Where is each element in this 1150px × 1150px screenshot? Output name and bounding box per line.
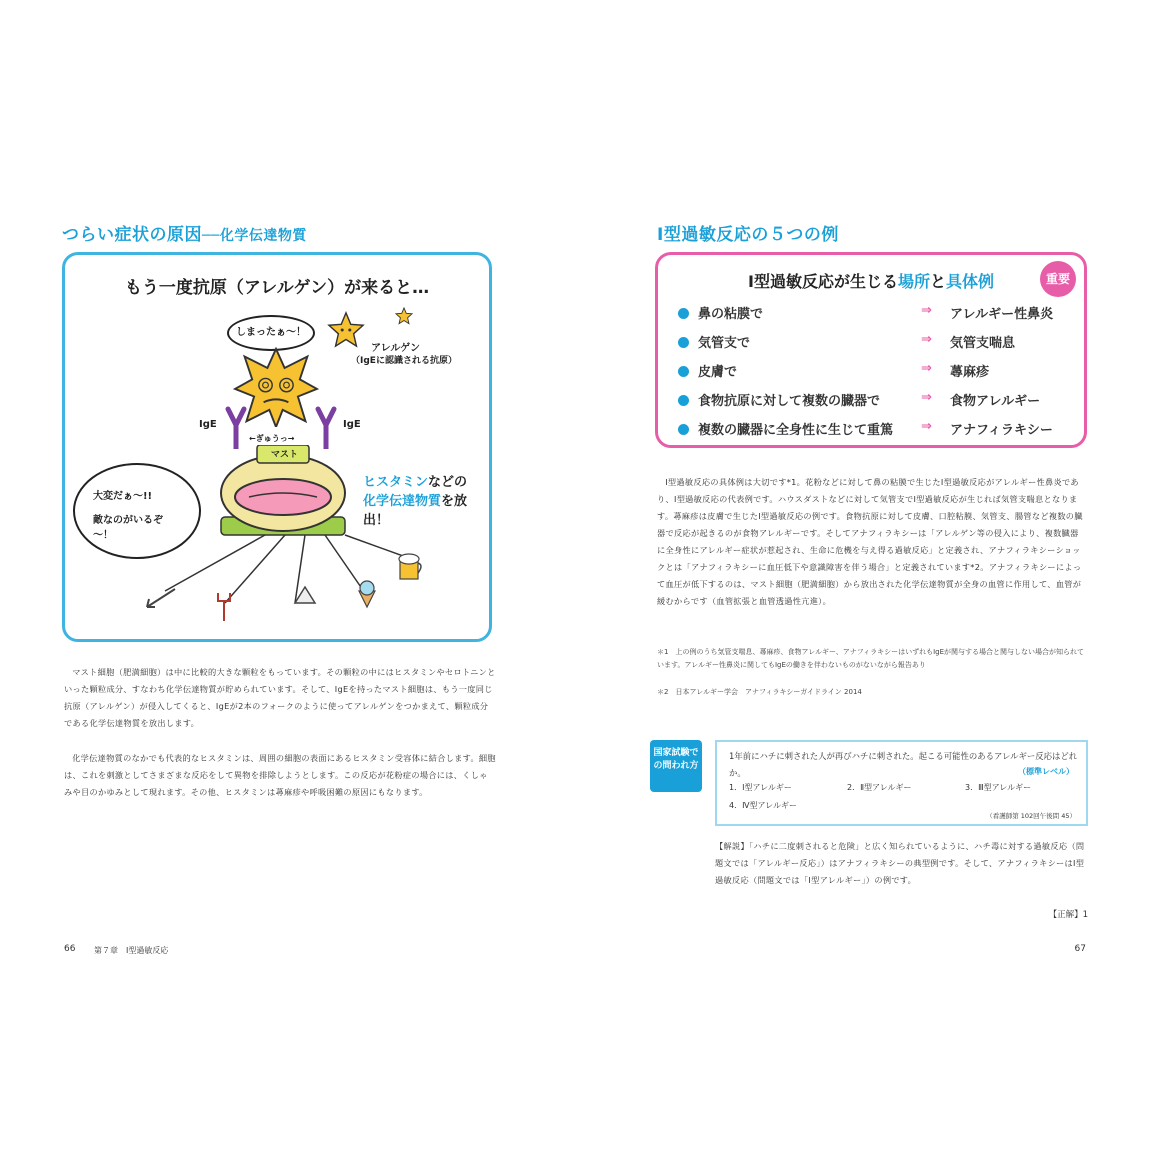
example-row (678, 332, 1078, 356)
mast-label: マスト (271, 450, 299, 460)
chapter-label: 第７章 Ⅰ型過敏反応 (94, 946, 169, 955)
left-body-paragraph-2: 化学伝達物質のなかでも代表的なヒスタミンは、周囲の細胞の表面にあるヒスタミン受容体に結合します。細胞は、これを刺激としてさまざまな反応をして異物を排除しようとします。この反応が花粉症の場合には、くしゃみや目のかゆみとして現れます。その他、ヒスタミンは蕁麻疹や呼吸困難の原因にもなります。 (64, 753, 496, 797)
bullet-dot-icon (678, 308, 689, 319)
left-section-title (62, 220, 307, 245)
squeeze-label: ←ぎゅうっ→ (249, 434, 295, 443)
footnote-2: ＊2 日本アレルギー学会 アナフィラキシーガイドライン 2014 (657, 688, 862, 696)
example-result: アレルギー性鼻炎 (950, 307, 1054, 322)
examples-heading (658, 269, 1084, 292)
example-row (678, 419, 1078, 443)
exam-option: 3．Ⅲ型アレルギー (965, 783, 1032, 792)
examples-box (655, 252, 1087, 448)
exam-level: （標準レベル） (1018, 767, 1074, 776)
exam-option: 1．Ⅰ型アレルギー (729, 783, 792, 792)
beer-item-icon (397, 551, 425, 581)
histamine-word: ヒスタミン (363, 475, 429, 490)
ige-left-label: IgE (199, 419, 217, 430)
example-row (678, 390, 1078, 414)
exam-badge: 国家試験での問われ方 (650, 740, 702, 792)
examples-heading-part-1: Ⅰ型過敏反応が生じる (747, 272, 898, 291)
bullet-dot-icon (678, 424, 689, 435)
ige-right-label: IgE (343, 419, 361, 430)
bullet-dot-icon (678, 395, 689, 406)
icecream-item-icon (355, 579, 379, 609)
left-body-paragraph-1: マスト細胞（肥満細胞）は中に比較的大きな顆粒をもっています。その顆粒の中にはヒスタミンやセロトニンといった顆粒成分、すなわち化学伝達物質が貯められています。そして、IgEを持ったマスト細胞は、もう一度同じ抗原（アレルゲン）が侵入してくると、IgEが2本のフォークのように使ってアレルゲンをつかまえて、顆粒成分である化学伝達物質を放出します。 (64, 667, 496, 728)
illustration-heading: もう一度抗原（アレルゲン）が来ると… (124, 278, 430, 298)
speech-left-line-1: 大変だぁ～!! (93, 491, 153, 502)
allergen-star-icon (327, 311, 365, 349)
allergen-sublabel: （IgEに認識される抗原） (351, 356, 457, 366)
speech-bubble-top (227, 315, 315, 351)
examples-heading-place: 場所 (897, 272, 930, 291)
important-badge: 重要 (1040, 261, 1076, 297)
arrow-right-icon: ⇒ (921, 361, 932, 376)
left-section-title-text: つらい症状の原因 (62, 225, 202, 245)
fork-item-icon (213, 591, 235, 621)
examples-heading-example: 具体例 (945, 272, 994, 291)
example-site: 皮膚で (698, 365, 738, 380)
illustration-frame (62, 252, 492, 642)
arrow-right-icon: ⇒ (921, 419, 932, 434)
exam-question-box (715, 740, 1088, 826)
allergen-label: アレルゲン (371, 343, 420, 354)
speech-bubble-top-text: しまったぁ～！ (236, 327, 306, 338)
arrow-right-icon: ⇒ (921, 303, 932, 318)
example-result: アナフィラキシー (950, 423, 1053, 438)
arrow-right-icon: ⇒ (921, 332, 932, 347)
histamine-word-suffix: などの (428, 475, 468, 490)
example-site: 食物抗原に対して複数の臓器で (698, 394, 881, 409)
example-site: 複数の臓器に全身性に生じて重篤 (698, 423, 894, 438)
histamine-caption (363, 473, 489, 530)
example-site: 気管支で (698, 336, 751, 351)
exam-option: 2．Ⅱ型アレルギー (847, 783, 912, 792)
chemical-mediator-word: 化学伝達物質 (363, 494, 442, 509)
ige-left-antibody-icon (225, 405, 247, 449)
arrow-right-icon: ⇒ (921, 390, 932, 405)
exam-answer: 【正解】1 (1048, 910, 1088, 920)
speech-left-line-2: 敵なのがいるぞ～！ (93, 515, 163, 541)
example-result: 気管支喘息 (950, 336, 1016, 351)
riceball-item-icon (293, 585, 317, 605)
example-row (678, 303, 1078, 327)
left-section-subtitle: ──化学伝達物質 (202, 228, 307, 244)
exam-option: 4．Ⅳ型アレルギー (729, 801, 797, 810)
example-site: 鼻の粘膜で (698, 307, 764, 322)
allergen-small-star-icon (395, 307, 413, 325)
exam-source: （看護師第 102回午後問 45） (986, 812, 1076, 820)
exam-explanation: 【解説】「ハチに二度刺されると危険」と広く知られているように、ハチ毒に対する過敏反応（問題文では「アレルギー反応」）はアナフィラキシーの典型例です。そして、アナフィラキシーはⅠ型過敏反応（問題文では「Ⅰ型アレルギー」）の例です。 (715, 841, 1085, 885)
footnote-1: ＊1 上の例のうち気管支喘息、蕁麻疹、食物アレルギー、アナフィラキシーはいずれもIgEが関与する場合と関与しない場合が知られています。アレルギー性鼻炎に関してもIgEの働きを伴わないものがないながら報告あり (657, 648, 1085, 669)
exam-question: 1年前にハチに刺された人が再びハチに刺された。起こる可能性のあるアレルギー反応はどれか。 (729, 751, 1078, 778)
arrow-item-icon (145, 585, 179, 611)
bullet-dot-icon (678, 337, 689, 348)
right-page (575, 0, 1150, 1150)
examples-heading-and: と (929, 272, 946, 291)
example-row (678, 361, 1078, 385)
right-body-paragraph: Ⅰ型過敏反応の具体例は大切です*1。花粉などに対して鼻の粘膜で生じたⅠ型過敏反応がアレルギー性鼻炎であり、Ⅰ型過敏反応の代表例です。ハウスダストなどに対して気管支でⅠ型過敏反応が生じれば気管支喘息となります。蕁麻疹は皮膚で生じたⅠ型過敏反応の例です。食物抗原に対して皮膚、口腔粘膜、気管支、腸管など複数の臓器で反応が起きるのが食物アレルギーです。そしてアナフィラキシーは「アレルゲン等の侵入により、複数臓器に全身性にアレルギー症状が惹起され、生命に危機を与え得る過敏反応」と定義され、アナフィラキシーショックとは「アナフィラキシーに血圧低下や意識障害を伴う場合」と定義されています*2。アナフィラキシーによって血圧が低下するのは、マスト細胞（肥満細胞）から放出された化学伝達物質が全身の血管に作用して、血管が緩むからです（血管拡張と血管透過性亢進）。 (657, 477, 1083, 606)
left-page-number: 66 (64, 944, 76, 954)
bullet-dot-icon (678, 366, 689, 377)
right-section-title: Ⅰ型過敏反応の５つの例 (657, 225, 839, 245)
chemical-mediator-suffix: を放出！ (363, 494, 468, 528)
ige-right-antibody-icon (315, 405, 337, 449)
right-page-number: 67 (1074, 944, 1086, 954)
release-lines (135, 531, 435, 621)
example-result: 蕁麻疹 (950, 365, 990, 380)
example-result: 食物アレルギー (950, 394, 1041, 409)
